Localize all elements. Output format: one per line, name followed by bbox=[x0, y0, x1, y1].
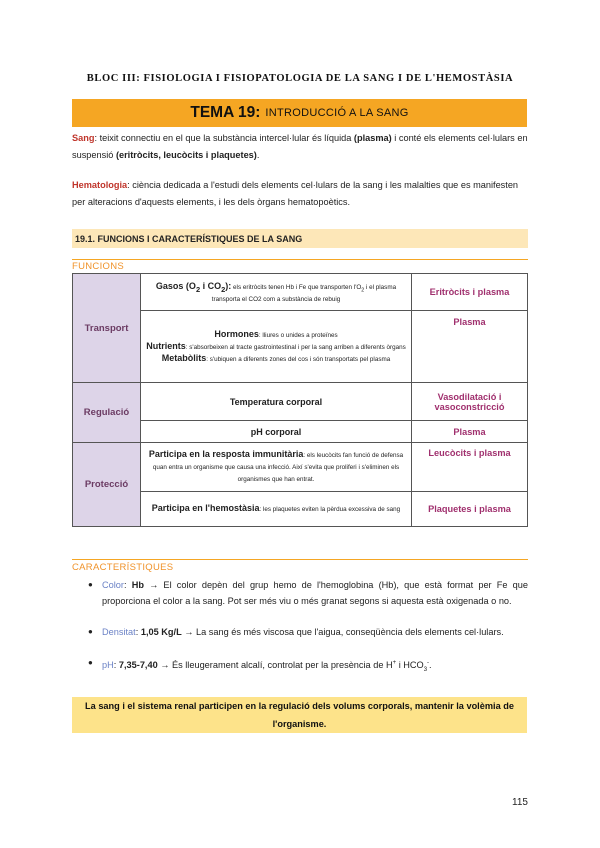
plasma-responsible: Plasma bbox=[412, 311, 528, 383]
sang-term: Sang bbox=[72, 133, 95, 143]
bloc-title: BLOC III: FISIOLOGIA I FISIOPATOLOGIA DE LA SANG I DE L'HEMOSTÀSIA bbox=[86, 73, 514, 84]
funcions-table bbox=[72, 273, 528, 527]
gasos-description: Gasos ($O_2$ i $CO_2$): els eritròcits tenen Hb i Fe que transporten $l'O_2$ i el plasma transporta el CO2 com a substància de rebuig bbox=[141, 274, 412, 311]
ph-responsible: Plasma bbox=[412, 421, 528, 443]
caracteristiques-rule bbox=[72, 559, 528, 560]
funcions-label: FUNCIONS bbox=[72, 261, 125, 272]
gasos-responsible: Eritròcits i plasma bbox=[412, 274, 528, 311]
resposta-immunitaria: Participa en la resposta immunitària: els leucòcits fan funció de defensa quan entra un organisme que causa una infecció. Així s'evita que proliferi i s'eliminen els organismes que han entrat. bbox=[141, 443, 412, 492]
final-note: La sang i el sistema renal participen en la regulació dels volums corporals, mantenir la volèmia de l'organisme. bbox=[72, 697, 527, 733]
ph-corporal: pH corporal bbox=[141, 421, 412, 443]
tema-number: TEMA 19: bbox=[190, 104, 261, 121]
page-number: 115 bbox=[512, 797, 528, 808]
temperatura-responsible: Vasodilatació i vasoconstricció bbox=[412, 383, 528, 421]
bullet-icon: ● bbox=[88, 627, 93, 636]
bullet-icon: ● bbox=[88, 658, 93, 667]
tema-banner bbox=[72, 99, 527, 127]
hormones-nutrients-metabolits: Hormones: lliures o unides a proteïnes Nutrients: s'absorbeixen al tracte gastrointestinal i per la sang arriben a diferents òrgans Metabòlits: s'ubiquen a diferents zones del cos i són transportats pel plasma bbox=[141, 311, 412, 383]
bullet-icon: ● bbox=[88, 580, 93, 589]
section-heading: 19.1. FUNCIONS I CARACTERÍSTIQUES DE LA SANG bbox=[72, 229, 528, 248]
category-regulacio: Regulació bbox=[73, 383, 141, 443]
sang-definition: Sang: teixit connectiu en el que la substància intercel·lular és líquida (plasma) i conté els elements cel·lulars en suspensió (eritròcits, leucòcits i plaquetes). bbox=[72, 133, 528, 160]
list-item-densitat: ● Densitat: 1,05 Kg/L → La sang és més viscosa que l'aigua, conseqüència dels elements cel·lulars. bbox=[80, 624, 528, 640]
hemostasia: Participa en l'hemostàsia: les plaquetes eviten la pèrdua excessiva de sang bbox=[141, 492, 412, 527]
category-transport: Transport bbox=[73, 274, 141, 383]
immune-responsible: Leucòcits i plasma bbox=[412, 443, 528, 492]
caracteristiques-label: CARACTERÍSTIQUES bbox=[72, 562, 174, 573]
tema-title: INTRODUCCIÓ A LA SANG bbox=[265, 107, 409, 119]
hematologia-definition: Hematologia: ciència dedicada a l'estudi dels elements cel·lulars de la sang i les malalties que es manifesten per alteracions d'aquests elements, i les dels òrgans hematopoètics. bbox=[72, 180, 519, 207]
section-rule bbox=[72, 259, 528, 260]
list-item-ph: ● pH: 7,35-7,40 → És lleugerament alcalí, controlat per la presència de H+ i $HCO_3^-$. bbox=[80, 655, 528, 678]
list-item-color: ● Color: Hb → El color depèn del grup hemo de l'hemoglobina (Hb), que està format per Fe que proporciona el color a la sang. Pot ser més viu o més granat segons si aquesta està oxigenada o no. bbox=[80, 577, 528, 609]
category-proteccio: Protecció bbox=[73, 443, 141, 527]
temperatura-corporal: Temperatura corporal bbox=[141, 383, 412, 421]
hemostasia-responsible: Plaquetes i plasma bbox=[412, 492, 528, 527]
hematologia-term: Hematologia bbox=[72, 180, 128, 190]
